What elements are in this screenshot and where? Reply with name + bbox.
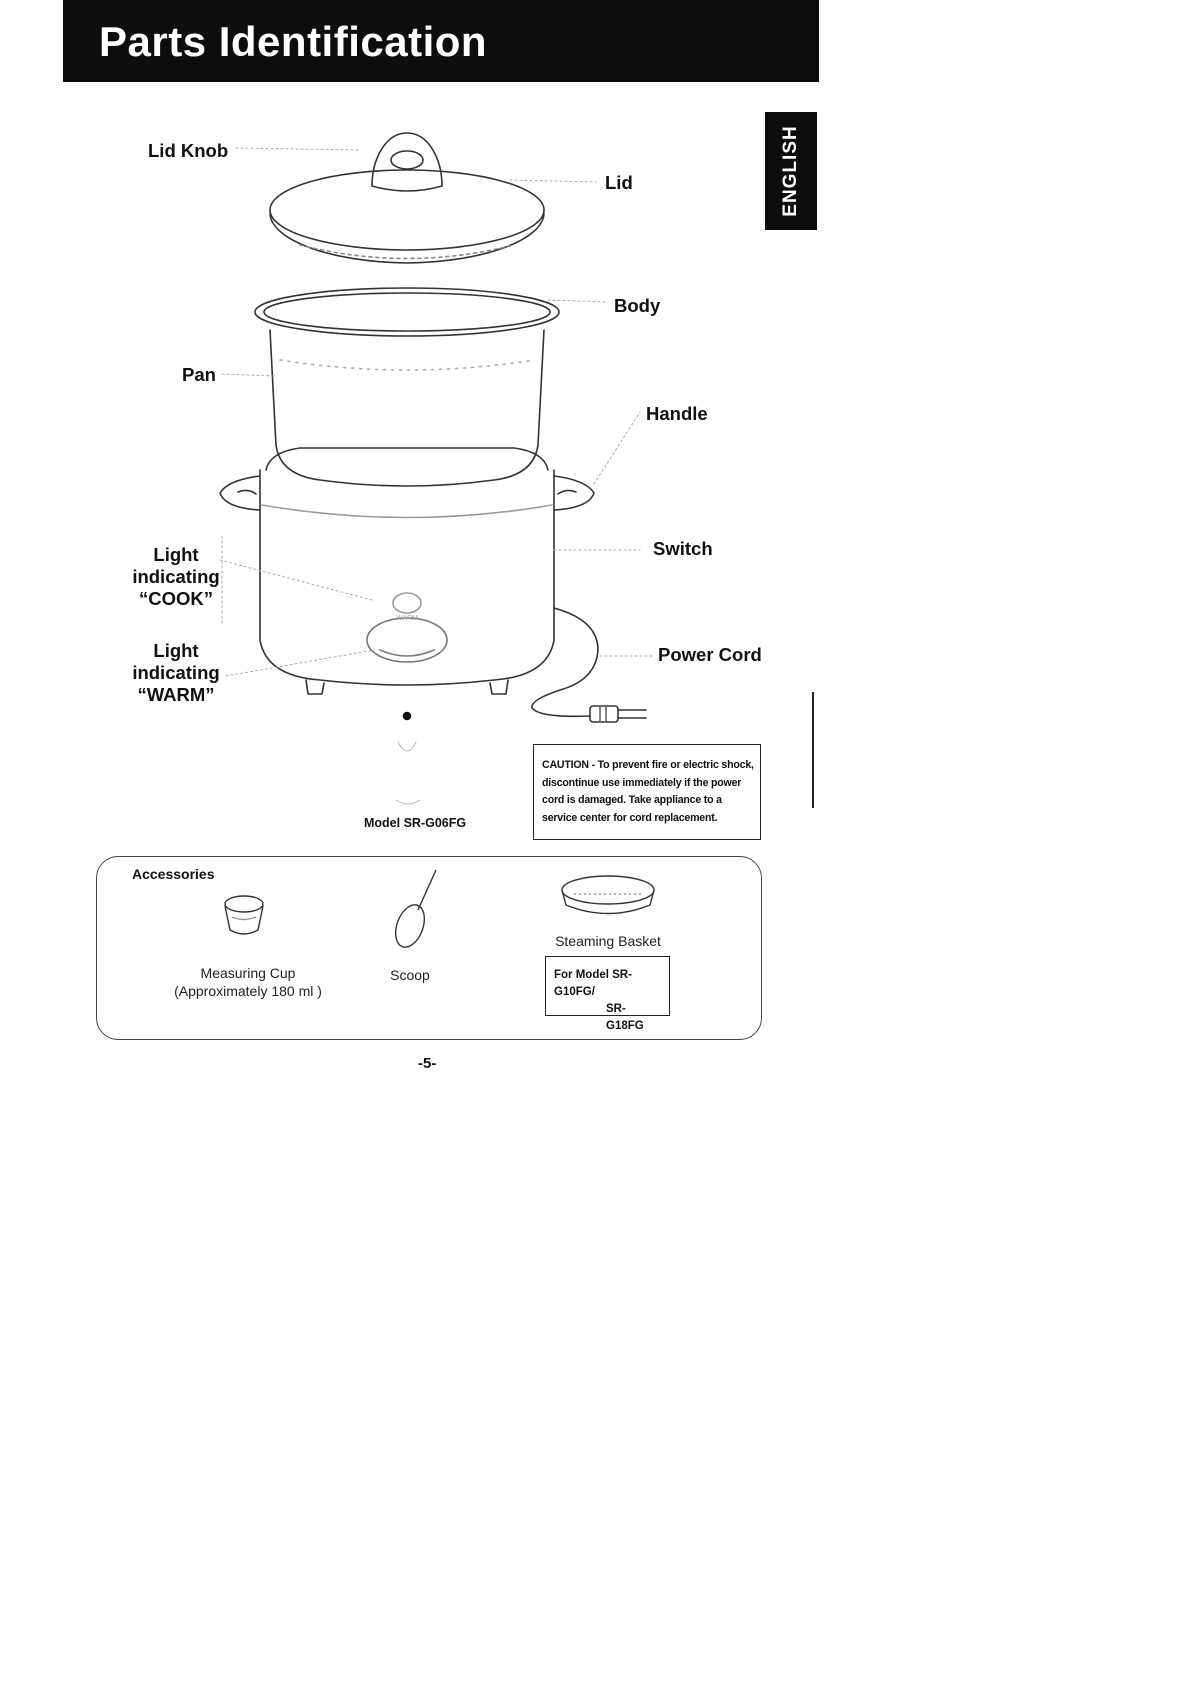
model-line-2: SR-G18FG [606, 1003, 644, 1032]
body-illustration [220, 448, 594, 720]
light-cook-line-2: indicating [132, 566, 220, 587]
model-label: Model SR-G06FG [364, 816, 467, 830]
light-warm-line-1: Light [153, 640, 199, 661]
label-light-warm [126, 640, 226, 706]
measuring-cup-name: Measuring Cup [200, 965, 296, 981]
label-pan: Pan [182, 364, 216, 385]
accessories-title: Accessories [132, 866, 215, 882]
caution-text: CAUTION - To prevent fire or electric shock, discontinue use immediately if the power cord is damaged. Take appliance to a service center for cord replacement. [542, 759, 754, 824]
language-tab-label: ENGLISH [780, 125, 801, 217]
label-body: Body [614, 295, 661, 316]
warm-panel-text: WARM [396, 615, 418, 622]
label-handle: Handle [646, 403, 708, 424]
label-lid: Lid [605, 172, 633, 193]
light-cook-line-1: Light [153, 544, 199, 565]
measuring-cup-detail: (Approximately 180 ml ) [174, 983, 322, 999]
label-switch: Switch [653, 538, 713, 559]
steaming-basket-caption: Steaming Basket [555, 933, 661, 949]
light-warm-line-3: “WARM” [137, 684, 215, 705]
measuring-cup-caption [168, 964, 328, 1000]
lid-illustration [270, 133, 544, 263]
model-line-1: For Model SR-G10FG/ [554, 969, 632, 998]
page-number: -5- [418, 1055, 437, 1072]
light-warm-line-2: indicating [132, 662, 220, 683]
pan-illustration [255, 288, 559, 486]
detail-illustration [396, 742, 420, 804]
model-applicability-box [545, 956, 670, 1032]
label-lid-knob: Lid Knob [148, 140, 229, 161]
caution-box [533, 744, 761, 840]
power-cord-illustration [532, 608, 646, 722]
label-power-cord: Power Cord [658, 644, 762, 665]
page-title: Parts Identification [99, 18, 488, 65]
label-light-cook [126, 544, 226, 610]
light-cook-line-3: “COOK” [139, 588, 213, 609]
scoop-caption: Scoop [390, 967, 430, 983]
